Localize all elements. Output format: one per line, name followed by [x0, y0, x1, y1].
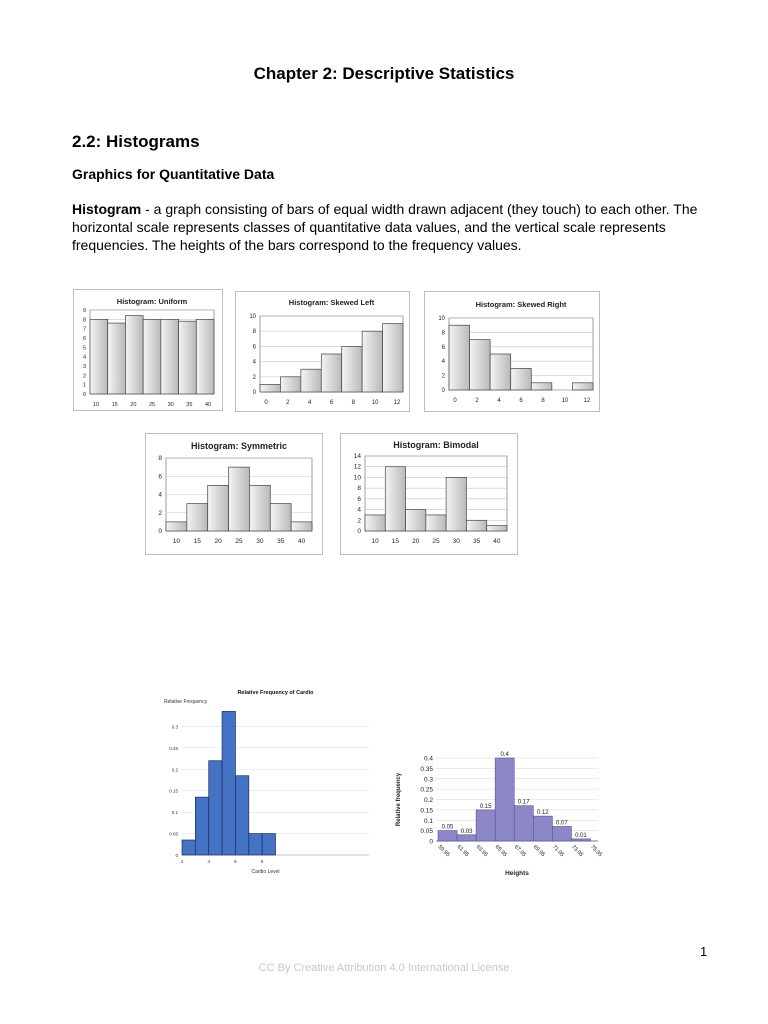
y-axis-label: Relative Frequency [164, 699, 208, 705]
x-tick-label: 2 [286, 400, 290, 406]
histogram-uniform-panel [73, 289, 223, 411]
y-tick-label: 0 [357, 528, 361, 535]
y-tick-label: 4 [158, 491, 162, 499]
y-tick-label: 2 [252, 374, 256, 381]
y-tick-label: 0 [441, 388, 445, 394]
histogram-bar [270, 504, 291, 531]
histogram-bar [90, 319, 108, 394]
x-tick-label: 61.95 [455, 844, 470, 859]
x-tick-label: 30 [452, 538, 460, 545]
x-tick-label: 65.95 [493, 844, 508, 859]
histogram-symmetric-panel [145, 433, 323, 555]
y-tick-label: 2 [82, 373, 86, 380]
x-tick-label: 10 [561, 398, 569, 404]
histogram-bar [385, 467, 405, 531]
x-tick-label: 10 [371, 538, 379, 545]
x-tick-label: 75.95 [589, 844, 604, 859]
histogram-bar [406, 510, 426, 531]
histogram-uniform-chart [74, 290, 222, 410]
x-tick-label: 30 [256, 538, 264, 545]
data-label: 0.15 [479, 803, 492, 810]
x-tick-label: 15 [391, 538, 400, 545]
chart-title: Histogram: Skewed Left [288, 298, 375, 307]
x-tick-label: 12 [583, 398, 591, 404]
histogram-symmetric-chart [146, 434, 322, 554]
histogram-bar [179, 321, 197, 394]
data-label: 0.12 [536, 810, 549, 817]
histogram-bar [487, 526, 507, 531]
y-tick-label: 4 [357, 506, 361, 514]
x-tick-label: 8 [541, 398, 545, 404]
histogram-bar [187, 504, 208, 531]
histogram-bar [195, 797, 208, 855]
histogram-bar [166, 522, 187, 531]
histogram-bar [280, 377, 300, 392]
page-number: 1 [700, 944, 708, 959]
histogram-bar [571, 839, 590, 841]
y-tick-label: 0.1 [171, 810, 178, 816]
x-tick-label: 20 [130, 402, 137, 408]
data-label: 0.17 [517, 799, 530, 806]
x-axis-label: Heights [505, 870, 529, 877]
y-tick-label: 0.05 [169, 831, 178, 837]
x-tick-label: 35 [277, 538, 285, 545]
histogram-bar [342, 346, 362, 392]
chart-title: Relative Frequency of Cardio [237, 690, 314, 696]
histogram-bar [533, 816, 552, 841]
y-tick-label: 0.3 [423, 776, 433, 784]
x-tick-label: 6 [329, 400, 334, 406]
chapter-title: Chapter 2: Descriptive Statistics [253, 64, 515, 83]
y-tick-label: 3 [82, 364, 86, 370]
y-tick-label: 4 [82, 354, 86, 361]
y-tick-label: 0.1 [423, 817, 433, 825]
histogram-bar [490, 354, 511, 390]
histogram-bar [531, 383, 552, 390]
histogram-bar [182, 840, 195, 855]
y-tick-label: 0.4 [423, 755, 433, 763]
x-tick-label: 2 [180, 859, 184, 864]
y-tick-label: 0.05 [420, 828, 433, 836]
histogram-bar [365, 515, 385, 531]
x-tick-label: 30 [167, 402, 174, 408]
histogram-bar [209, 761, 222, 855]
y-tick-label: 0 [175, 853, 178, 858]
histogram-bar [161, 319, 179, 394]
histogram-bimodal-chart [341, 434, 517, 554]
histogram-bar [552, 826, 571, 841]
subsection-title: Graphics for Quantitative Data [72, 166, 275, 182]
x-tick-label: 15 [193, 538, 201, 545]
y-tick-label: 0.15 [169, 788, 178, 794]
y-tick-label: 7 [82, 326, 86, 333]
definition-term: Histogram [72, 201, 142, 217]
x-tick-label: 8 [351, 400, 356, 406]
y-tick-label: 8 [82, 317, 86, 324]
x-tick-label: 20 [214, 538, 222, 545]
histogram-bar [446, 477, 466, 531]
x-tick-label: 10 [371, 400, 379, 406]
histogram-bar [495, 758, 514, 841]
y-tick-label: 8 [357, 485, 361, 493]
histogram-bar [229, 467, 250, 531]
x-tick-label: 8 [260, 859, 264, 864]
histogram-bar [572, 383, 593, 390]
histogram-bar [249, 834, 262, 855]
histogram-bar [196, 319, 214, 394]
histogram-bar [511, 368, 532, 390]
x-tick-label: 15 [111, 402, 118, 408]
y-tick-label: 8 [252, 329, 256, 336]
x-tick-label: 40 [297, 538, 306, 545]
cardio-relative-frequency-panel [160, 685, 375, 880]
y-tick-label: 1 [82, 382, 86, 389]
y-tick-label: 6 [441, 344, 445, 351]
x-tick-label: 4 [497, 398, 501, 404]
y-tick-label: 0.3 [171, 724, 178, 730]
x-tick-label: 40 [204, 402, 212, 408]
y-tick-label: 0 [429, 838, 433, 846]
y-tick-label: 10 [438, 316, 445, 322]
heights-relative-frequency-chart [390, 745, 605, 880]
histogram-bar [466, 520, 486, 531]
y-tick-label: 6 [82, 336, 86, 342]
x-tick-label: 2 [475, 398, 479, 404]
y-tick-label: 0.15 [420, 807, 433, 815]
x-tick-label: 20 [412, 538, 420, 545]
histogram-bar [262, 834, 275, 855]
cardio-relative-frequency-chart [160, 685, 375, 880]
data-label: 0.01 [575, 832, 587, 839]
histogram-bimodal-panel [340, 433, 518, 555]
y-tick-label: 10 [353, 474, 361, 482]
chart-title: Histogram: Skewed Right [475, 300, 567, 309]
histogram-bar [208, 485, 229, 531]
y-tick-label: 0.25 [420, 786, 433, 794]
histogram-bar [476, 810, 495, 841]
x-tick-label: 63.95 [474, 844, 489, 859]
x-tick-label: 71.95 [550, 844, 565, 859]
y-tick-label: 2 [441, 373, 445, 380]
histogram-bar [291, 522, 312, 531]
y-tick-label: 0.25 [169, 745, 178, 751]
histogram-bar [426, 515, 446, 531]
x-tick-label: 73.95 [569, 844, 584, 859]
x-tick-label: 4 [207, 859, 210, 864]
x-tick-label: 12 [393, 400, 401, 406]
x-tick-label: 25 [148, 402, 156, 408]
y-tick-label: 4 [252, 359, 256, 366]
histogram-skewed-left-panel [235, 291, 410, 412]
chart-title: Histogram: Uniform [116, 297, 188, 306]
x-tick-label: 35 [472, 538, 481, 545]
histogram-skewed-left-chart [236, 292, 409, 411]
histogram-bar [470, 340, 491, 390]
histogram-definition [72, 200, 712, 254]
x-tick-label: 25 [235, 538, 243, 545]
histogram-bar [301, 369, 321, 392]
y-tick-label: 12 [353, 463, 361, 471]
data-label: 0.03 [460, 828, 473, 835]
x-tick-label: 0 [453, 398, 457, 404]
x-tick-label: 0 [264, 400, 268, 406]
x-tick-label: 10 [92, 402, 100, 408]
x-tick-label: 35 [186, 402, 193, 408]
y-tick-label: 6 [252, 344, 256, 351]
histogram-bar [125, 316, 143, 394]
x-tick-label: 69.95 [531, 844, 546, 859]
y-tick-label: 0 [158, 528, 162, 535]
x-axis-label: Cardio Level [251, 869, 280, 875]
chart-title: Histogram: Symmetric [190, 441, 288, 451]
histogram-bar [143, 319, 161, 394]
heights-relative-frequency-panel [390, 745, 605, 880]
y-tick-label: 0.35 [420, 765, 433, 773]
y-tick-label: 14 [353, 453, 361, 460]
y-tick-label: 8 [158, 455, 162, 462]
x-tick-label: 59.95 [436, 844, 451, 859]
x-tick-label: 6 [234, 859, 237, 864]
histogram-bar [457, 835, 476, 841]
license-footer: CC By Creative Attribution 4.0 International License [258, 962, 510, 974]
y-tick-label: 9 [82, 308, 86, 314]
y-tick-label: 2 [357, 517, 361, 525]
histogram-bar [108, 323, 126, 394]
histogram-bar [260, 384, 280, 392]
histogram-bar [514, 806, 533, 841]
y-tick-label: 4 [441, 359, 445, 366]
x-tick-label: 4 [307, 400, 312, 406]
y-tick-label: 10 [249, 314, 256, 320]
y-tick-label: 2 [158, 509, 162, 517]
histogram-skewed-right-panel [424, 291, 600, 412]
data-label: 0.07 [556, 820, 568, 827]
histogram-bar [362, 331, 382, 392]
histogram-bar [321, 354, 341, 392]
y-tick-label: 5 [82, 345, 86, 352]
histogram-skewed-right-chart [425, 292, 599, 411]
x-tick-label: 10 [172, 538, 181, 545]
data-label: 0.4 [500, 752, 509, 758]
histogram-bar [249, 485, 270, 531]
x-tick-label: 6 [519, 398, 523, 404]
y-tick-label: 6 [357, 495, 361, 503]
histogram-bar [222, 711, 235, 855]
histogram-bar [383, 324, 403, 392]
y-tick-label: 6 [158, 473, 162, 481]
x-tick-label: 40 [493, 538, 501, 545]
section-title: 2.2: Histograms [72, 132, 200, 151]
histogram-bar [438, 831, 457, 841]
y-tick-label: 8 [441, 330, 445, 337]
histogram-bar [235, 776, 248, 855]
definition-text: - a graph consisting of bars of equal width drawn adjacent (they touch) to each other. The horizontal scale represents classes of quantitative data values, and the vertical scale represents frequencies. The heights of the bars correspond to the frequency values. [72, 201, 698, 253]
chart-title: Histogram: Bimodal [393, 440, 479, 450]
y-tick-label: 0.2 [171, 767, 178, 773]
histogram-bar [449, 325, 470, 390]
x-tick-label: 25 [432, 538, 440, 545]
data-label: 0.05 [441, 824, 454, 831]
y-tick-label: 0.2 [423, 797, 433, 804]
y-tick-label: 0 [82, 392, 86, 398]
x-tick-label: 67.95 [512, 844, 527, 859]
y-axis-label: Relative frequency [396, 772, 402, 827]
y-tick-label: 0 [252, 390, 256, 396]
